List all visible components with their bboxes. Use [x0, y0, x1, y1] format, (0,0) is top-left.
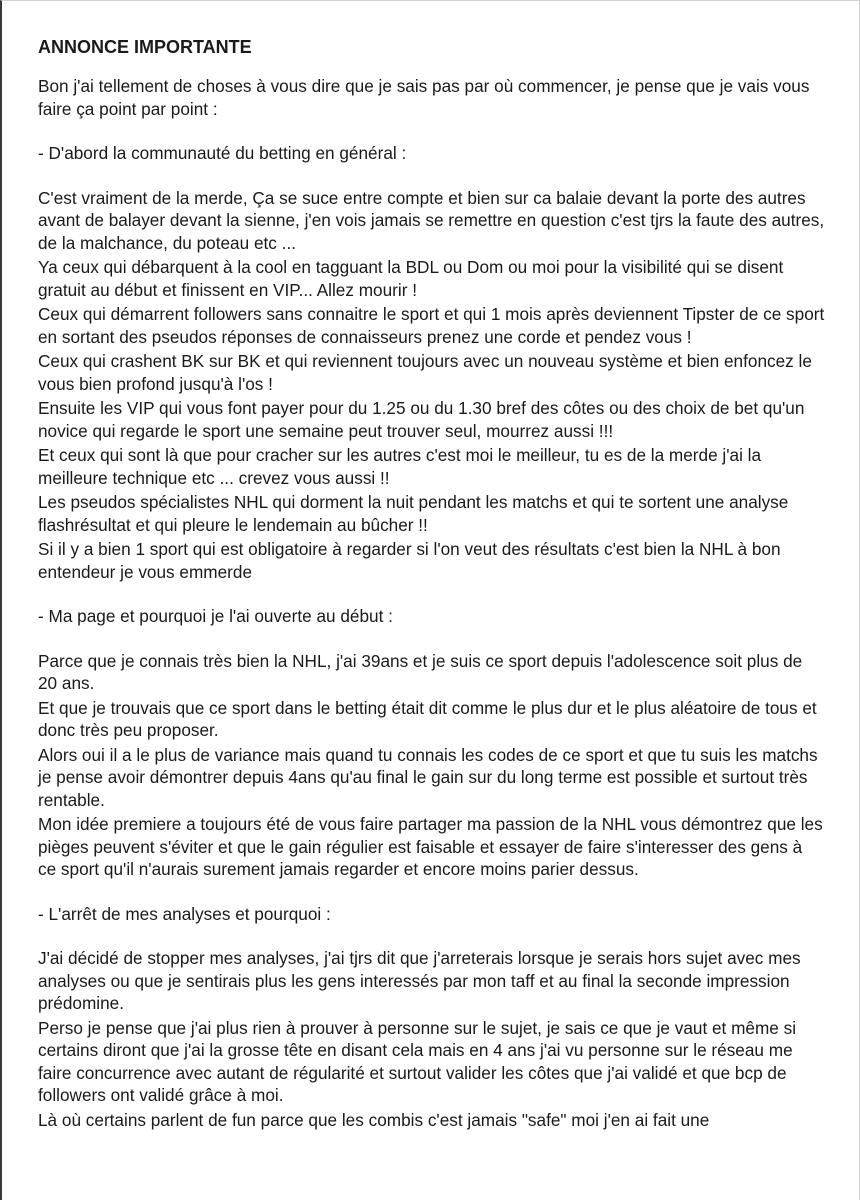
- intro-paragraph: Bon j'ai tellement de choses à vous dire que je sais pas par où commencer, je pense que je vais vous faire ça point par point :: [38, 76, 810, 119]
- section-heading-community: - D'abord la communauté du betting en général :: [38, 143, 407, 163]
- paragraph: Mon idée premiere a toujours été de vous faire partager ma passion de la NHL vous démontrez que les pièges peuvent s'éviter et que le gain régulier est faisable et essayer de faire s'interesser des gens à ce sport qu'il n'aurais surement jamais regarder et encore moins parier dessus.: [38, 814, 823, 879]
- paragraph: Perso je pense que j'ai plus rien à prouver à personne sur le sujet, je sais ce que je vaut et même si certains diront que j'ai la grosse tête en disant cela mais en 4 ans j'ai vu personne sur le réseau me faire concurrence avec autant de régularité et surtout valider les côtes que j'ai validé et que bcp de followers ont validé grâce à moi.: [38, 1017, 797, 1105]
- paragraph: Ensuite les VIP qui vous font payer pour du 1.25 ou du 1.30 bref des côtes ou des choix de bet qu'un novice qui regarde le sport une semaine peut trouver seul, mourrez aussi !!!: [38, 398, 805, 441]
- paragraph: Et ceux qui sont là que pour cracher sur les autres c'est moi le meilleur, tu es de la merde j'ai la meilleure technique etc ... crevez vous aussi !!: [38, 445, 762, 488]
- paragraph: J'ai décidé de stopper mes analyses, j'ai tjrs dit que j'arreterais lorsque je serais hors sujet avec mes analyses ou que je sentirais plus les gens interessés par mon taff et au final la seconde impression prédomine.: [38, 948, 801, 1013]
- section-heading-my-page: - Ma page et pourquoi je l'ai ouverte au début :: [38, 606, 393, 626]
- paragraph: Si il y a bien 1 sport qui est obligatoire à regarder si l'on veut des résultats c'est bien la NHL à bon entendeur je vous emmerde: [38, 539, 781, 582]
- paragraph: Alors oui il a le plus de variance mais quand tu connais les codes de ce sport et que tu suis les matchs je pense avoir démontrer depuis 4ans qu'au final le gain sur du long terme est possible et surtout très rentable.: [38, 744, 818, 810]
- paragraph: Ceux qui crashent BK sur BK et qui reviennent toujours avec un nouveau système et bien enfoncez le vous bien profond jusqu'à l'os !: [38, 351, 812, 394]
- paragraph: Les pseudos spécialistes NHL qui dorment la nuit pendant les matchs et qui te sortent une analyse flashrésultat et qui pleure le lendemain au bûcher !!: [38, 492, 789, 535]
- document-title: ANNONCE IMPORTANTE: [38, 37, 252, 57]
- paragraph: Et que je trouvais que ce sport dans le betting était dit comme le plus dur et le plus aléatoire de tous et donc très peu proposer.: [38, 697, 817, 740]
- section-heading-stopping-analyses: - L'arrêt de mes analyses et pourquoi :: [38, 903, 331, 924]
- paragraph: Ceux qui démarrent followers sans connaitre le sport et qui 1 mois après deviennent Tipster de ce sport en sortant des pseudos réponses de connaisseurs prenez une corde et pendez vous !: [38, 304, 825, 347]
- paragraph: Là où certains parlent de fun parce que les combis c'est jamais "safe" moi j'en ai fait une: [38, 1109, 710, 1130]
- paragraph: Ya ceux qui débarquent à la cool en tagguant la BDL ou Dom ou moi pour la visibilité qui se disent gratuit au début et finissent en VIP... Allez mourir !: [38, 257, 784, 300]
- paragraph: Parce que je connais très bien la NHL, j'ai 39ans et je suis ce sport depuis l'adolescence soit plus de 20 ans.: [38, 650, 803, 693]
- paragraph: C'est vraiment de la merde, Ça se suce entre compte et bien sur ca balaie devant la porte des autres avant de balayer devant la sienne, j'en vois jamais se remettre en question c'est tjrs la faute des autres, de la malchance, du poteau etc ...: [38, 187, 825, 253]
